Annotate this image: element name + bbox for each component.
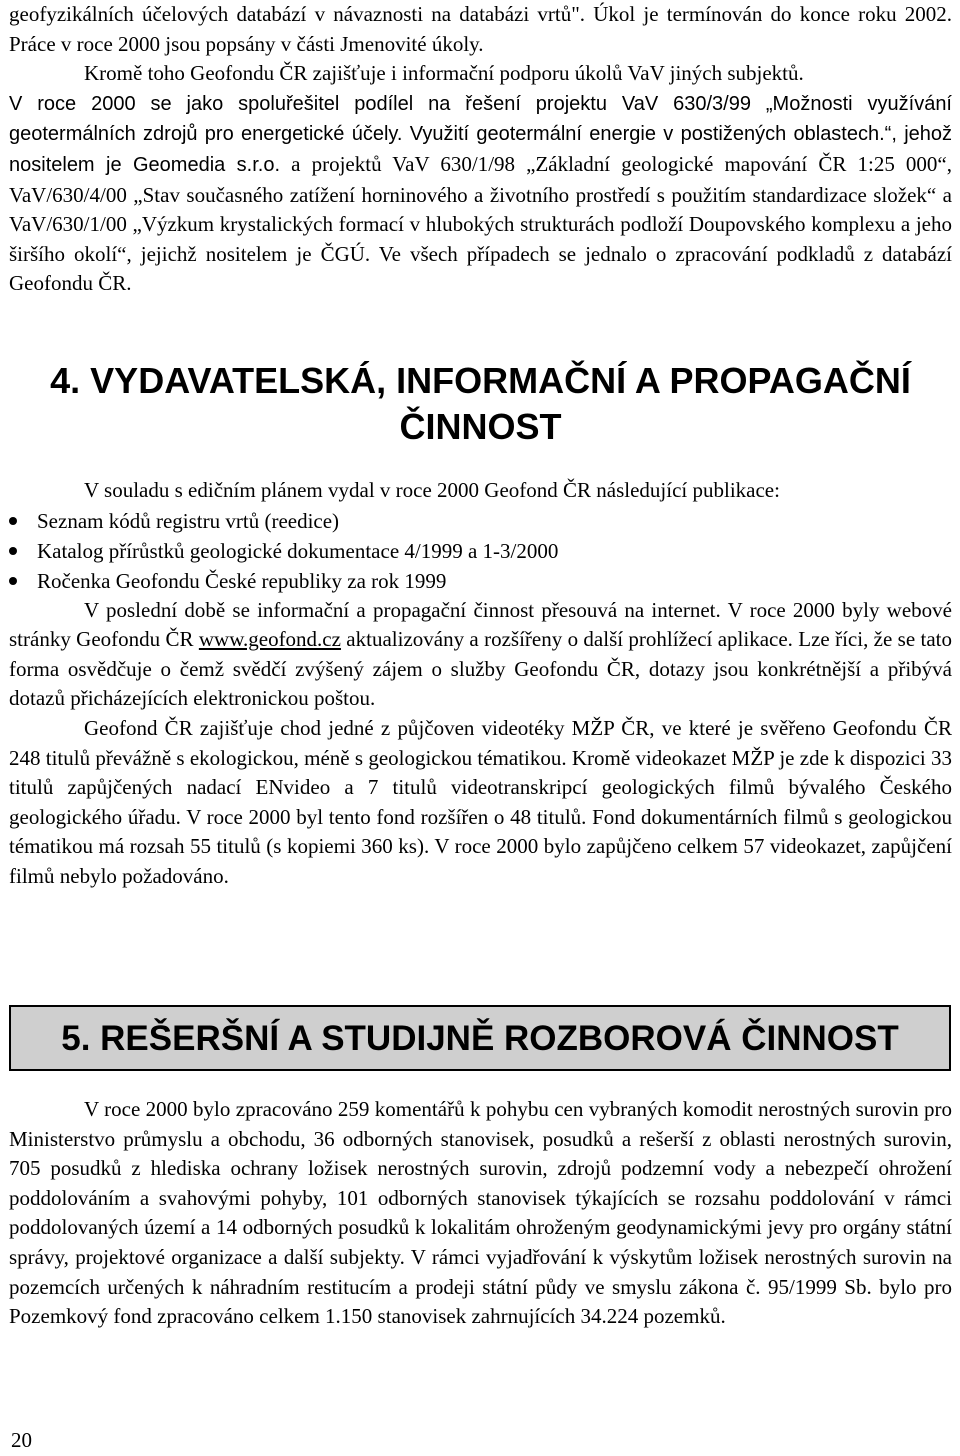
publication-list: [9, 506, 952, 596]
list-item: Katalog přírůstků geologické dokumentace 4/1999 a 1-3/2000: [9, 536, 952, 566]
intro-paragraph-2: Kromě toho Geofondu ČR zajišťuje i informační podporu úkolů VaV jiných subjektů.: [84, 61, 804, 86]
intro-paragraph-3-sans: V roce 2000 se jako spoluřešitel podílel na řešení projektu VaV 630/3/99 „Možnosti využívání geotermálních zdrojů pro energetické účely. Využití geotermální energie v postižených oblastech.“, jehož nositelem je Geomedia s.r.o.: [9, 92, 952, 176]
bullet-icon: [9, 577, 17, 585]
intro-paragraph-3-serif: a projektů VaV 630/1/98 „Základní geologické mapování ČR 1:25 000“, VaV/630/4/00 „Stav současného zatížení horninového a životního prostředí s použitím standardizace složek“ a VaV/630/1/00 „Výzkum krystalických formací v hlubokých strukturách podloží Doupovského komplexu a jeho širšího okolí“, jejichž nositelem je ČGÚ. Ve všech případech se jednalo o zpracování podkladů z databází Geofondu ČR.: [9, 151, 952, 296]
list-item: Seznam kódů registru vrtů (reedice): [9, 506, 952, 536]
geofond-website-link[interactable]: www.geofond.cz: [198, 627, 341, 652]
section-4-lead: V souladu s edičním plánem vydal v roce 2000 Geofond ČR následující publikace:: [84, 478, 780, 502]
section-4-paragraph-1: V poslední době se informační a propagační činnost přesouvá na internet. V roce 2000 byly webové stránky Geofondu ČR www.geofond.cz aktualizovány a rozšířeny o další prohlížecí aplikace. Lze říci, že se tato forma osvědčuje o čemž svědčí zvýšený zájem o služby Geofondu ČR, dotazy jsou konkrétnější a přibývá dotazů přicházejících elektronickou poštou.: [9, 597, 952, 711]
section-4: [9, 358, 952, 892]
bullet-icon: [9, 547, 17, 555]
list-item: Ročenka Geofondu České republiky za rok 1999: [9, 566, 952, 596]
section-4-heading: [9, 358, 952, 450]
section-4-heading-line2: ČINNOST: [399, 406, 562, 447]
intro-section: [9, 0, 952, 299]
intro-paragraph-3: [9, 89, 952, 299]
intro-paragraph-1: geofyzikálních účelových databází v návaznosti na databázi vrtů". Úkol je termínován do konce roku 2002. Práce v roce 2000 jsou popsány v části Jmenovité úkoly.: [9, 2, 952, 56]
section-5: [9, 1005, 952, 1332]
section-5-heading: 5. REŠERŠNÍ A STUDIJNĚ ROZBOROVÁ ČINNOST: [9, 1005, 951, 1071]
section-4-paragraph-2: Geofond ČR zajišťuje chod jedné z půjčoven videotéky MŽP ČR, ve které je svěřeno Geofondu ČR 248 titulů převážně s ekologickou, méně s geologickou tématikou. Kromě videokazet MŽP je zde k dispozici 33 titulů zapůjčených nadací ENvideo a 7 titulů videotranskripcí geologických filmů bývalého Českého geologického úřadu. V roce 2000 byl tento fond rozšířen o 48 titulů. Fond dokumentárních filmů s geologickou tématikou má rozsah 55 titulů (s kopiemi 360 ks). V roce 2000 bylo zapůjčeno celkem 57 videokazet, zapůjčení filmů nebylo požadováno.: [9, 715, 952, 888]
section-5-paragraph: V roce 2000 bylo zpracováno 259 komentářů k pohybu cen vybraných komodit nerostných surovin pro Ministerstvo průmyslu a obchodu, 36 odborných stanovisek, posudků a rešerší z oblasti nerostných surovin, 705 posudků z hlediska ochrany ložisek nerostných surovin, zdrojů podzemní vody a nebezpečí ohrožení poddolováním a svahovými pohyby, 101 odborných stanovisek týkajících se rozsahu poddolování v rámci poddolovaných území a 14 odborných posudků k lokalitám ohroženým geodynamickými jevy pro orgány státní správy, projektové organizace a další subjekty. V rámci vyjadřování k výskytům ložisek nerostných surovin na pozemcích určených k náhradním restitucím a prodeji státní půdy ve smyslu zákona č. 95/1999 Sb. bylo pro Pozemkový fond zpracováno celkem 1.150 stanovisek zahrnujících 34.224 pozemků.: [9, 1097, 952, 1329]
section-4-heading-line1: 4. VYDAVATELSKÁ, INFORMAČNÍ A PROPAGAČNÍ: [50, 360, 911, 401]
bullet-icon: [9, 517, 17, 525]
page-number: 20: [11, 1428, 32, 1452]
